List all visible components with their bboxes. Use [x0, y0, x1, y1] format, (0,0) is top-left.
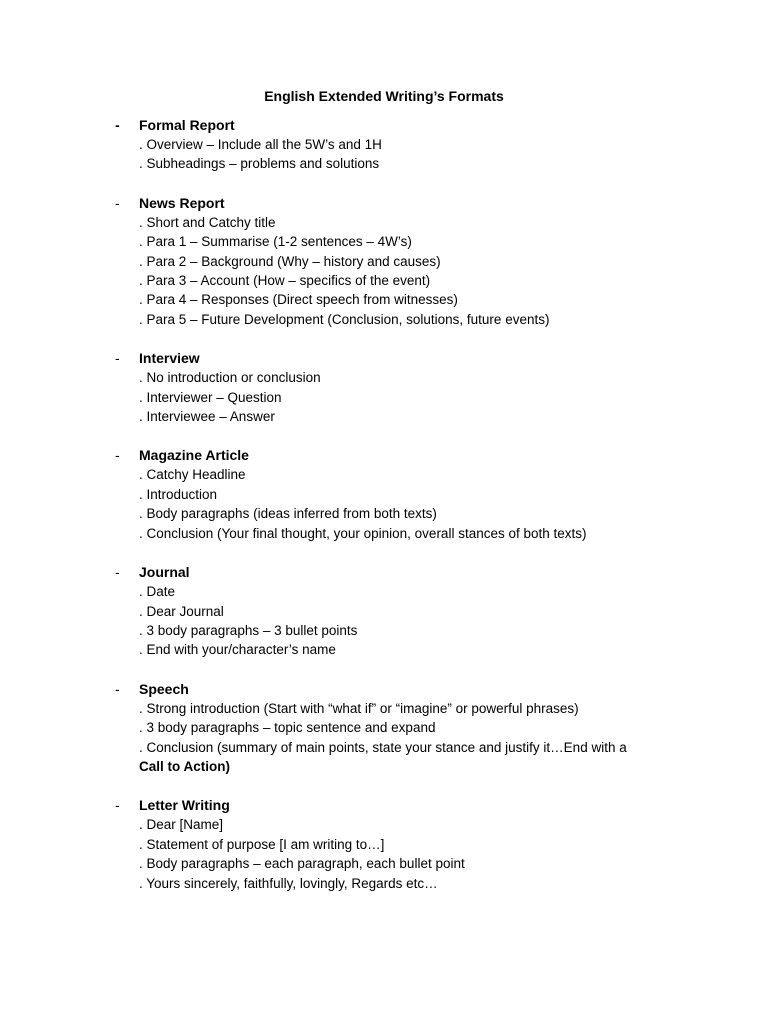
list-item: . Dear [Name] — [139, 817, 224, 833]
list-item: . Yours sincerely, faithfully, lovingly, Regards etc… — [139, 875, 438, 891]
section-title: Formal Report — [139, 117, 235, 133]
list-item: . Para 4 – Responses (Direct speech from witnesses) — [139, 292, 458, 308]
section-heading — [0, 445, 768, 465]
dash-bullet: - — [115, 564, 120, 581]
list-item: . Para 1 – Summarise (1-2 sentences – 4W’s) — [139, 234, 412, 250]
section-interview — [0, 348, 768, 426]
document-title: English Extended Writing’s Formats — [264, 88, 504, 104]
section-items — [0, 213, 768, 329]
list-item: . Catchy Headline — [139, 467, 246, 483]
dash-bullet: - — [115, 797, 120, 814]
list-item: . Body paragraphs – each paragraph, each bullet point — [139, 856, 465, 872]
section-title: Journal — [139, 564, 190, 581]
section-heading — [0, 795, 768, 815]
dash-bullet: - — [115, 350, 120, 367]
section-heading — [0, 562, 768, 582]
section-items — [0, 815, 768, 893]
list-item: . Strong introduction (Start with “what if” or “imagine” or powerful phrases) — [139, 700, 579, 716]
list-item: . Conclusion (Your final thought, your opinion, overall stances of both texts) — [139, 525, 587, 541]
list-item: . Date — [139, 584, 176, 600]
list-item: . Interviewee – Answer — [139, 409, 275, 425]
dash-bullet: - — [115, 194, 120, 211]
list-item: . 3 body paragraphs – topic sentence and expand — [139, 720, 436, 736]
dash-bullet: - — [115, 117, 120, 133]
list-item: . Interviewer – Question — [139, 389, 282, 405]
list-item: . Body paragraphs (ideas inferred from both texts) — [139, 506, 437, 522]
list-item: . Para 2 – Background (Why – history and causes) — [139, 253, 441, 269]
list-item: . Subheadings – problems and solutions — [139, 156, 380, 172]
section-heading — [0, 115, 768, 135]
section-formal-report — [0, 115, 768, 174]
section-items — [0, 368, 768, 426]
section-items — [0, 582, 768, 660]
section-title: Magazine Article — [139, 447, 249, 464]
section-items — [0, 465, 768, 543]
section-magazine-article — [0, 445, 768, 543]
section-title: News Report — [139, 194, 225, 211]
list-item: . Para 3 – Account (How – specifics of the event) — [139, 273, 431, 289]
dash-bullet: - — [115, 447, 120, 464]
section-letter-writing — [0, 795, 768, 893]
sections-list — [0, 115, 768, 912]
section-title: Letter Writing — [139, 797, 230, 814]
section-heading — [0, 348, 768, 368]
list-item: . No introduction or conclusion — [139, 370, 321, 386]
list-item-continuation — [139, 757, 659, 776]
list-item: . Para 5 – Future Development (Conclusion, solutions, future events) — [139, 311, 550, 327]
section-heading — [0, 679, 768, 699]
section-heading — [0, 193, 768, 213]
list-item: . Statement of purpose [I am writing to…] — [139, 836, 385, 852]
section-news-report — [0, 193, 768, 329]
list-item: . Dear Journal — [139, 603, 224, 619]
list-item: . Introduction — [139, 486, 218, 502]
list-item: . Conclusion (summary of main points, state your stance and justify it…End with a — [139, 739, 627, 755]
section-speech — [0, 679, 768, 777]
list-item: . Short and Catchy title — [139, 214, 276, 230]
list-item: . Overview – Include all the 5W’s and 1H — [139, 137, 382, 152]
section-journal — [0, 562, 768, 660]
dash-bullet: - — [115, 680, 120, 697]
section-items — [0, 135, 768, 174]
section-title: Interview — [139, 350, 200, 367]
call-to-action-text: Call to Action) — [139, 758, 230, 774]
list-item: . 3 body paragraphs – 3 bullet points — [139, 622, 358, 638]
section-title: Speech — [139, 680, 189, 697]
section-items — [0, 699, 768, 777]
list-item: . End with your/character’s name — [139, 642, 336, 658]
